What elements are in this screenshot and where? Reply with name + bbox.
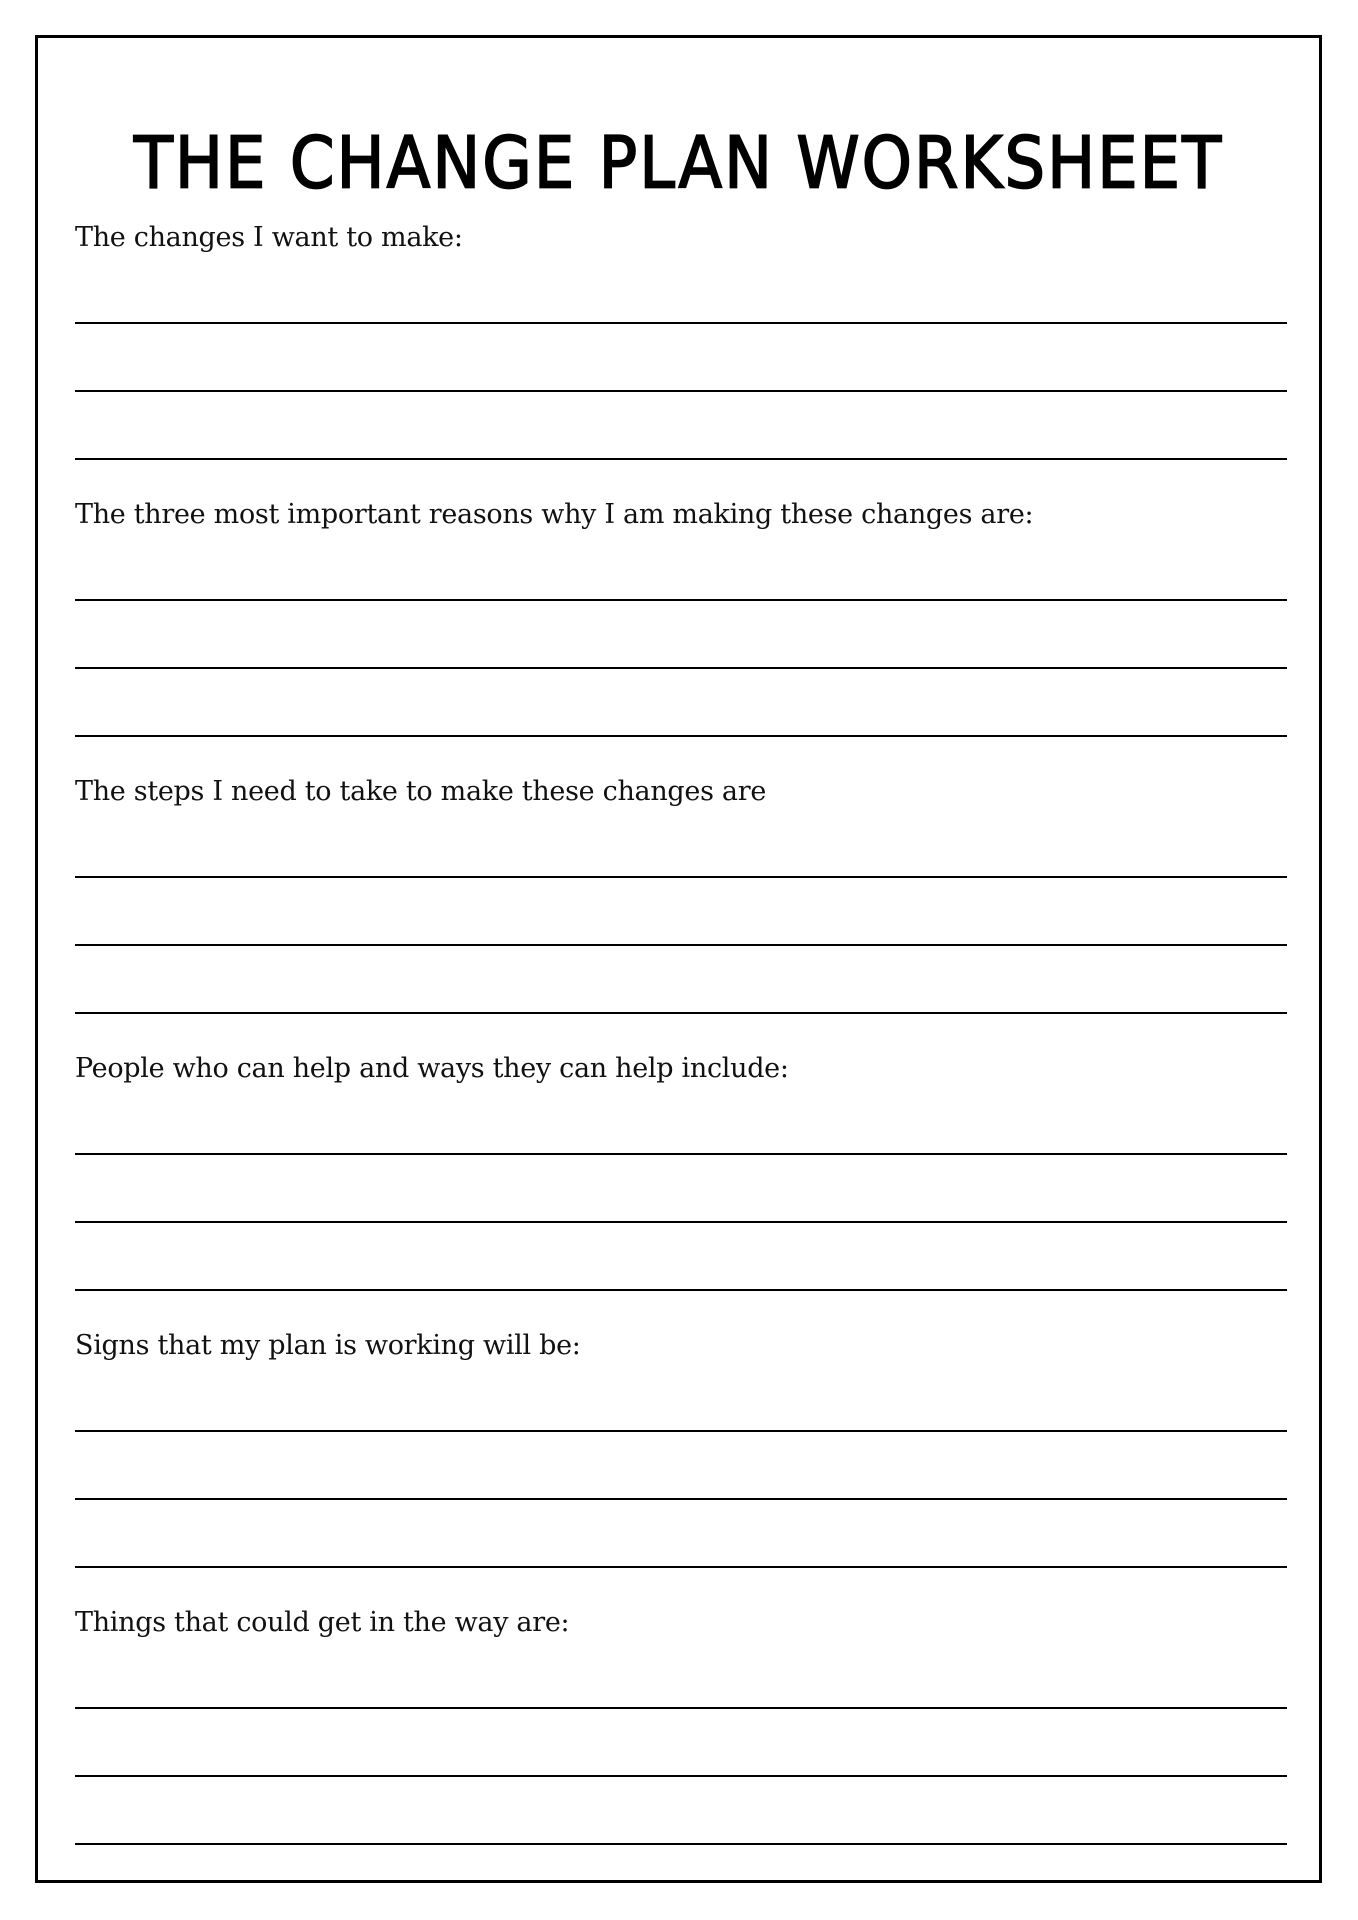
section-label: The steps I need to take to make these changes are (75, 776, 767, 807)
answer-line[interactable] (75, 256, 1287, 324)
answer-line[interactable] (75, 1500, 1287, 1568)
answer-line[interactable] (75, 1777, 1287, 1845)
answer-line[interactable] (75, 1223, 1287, 1291)
answer-line[interactable] (75, 878, 1287, 946)
section-label: The three most important reasons why I am making these changes are: (75, 499, 1034, 530)
worksheet-title: THE CHANGE PLAN WORKSHEET (133, 122, 1224, 206)
section-label: Things that could get in the way are: (75, 1607, 570, 1638)
section-helpers (75, 1051, 1287, 1291)
section-steps (75, 774, 1287, 1014)
answer-line[interactable] (75, 946, 1287, 1014)
answer-line[interactable] (75, 1432, 1287, 1500)
section-changes (75, 220, 1287, 460)
answer-line[interactable] (75, 1155, 1287, 1223)
answer-line[interactable] (75, 810, 1287, 878)
answer-line[interactable] (75, 1087, 1287, 1155)
section-reasons (75, 497, 1287, 737)
answer-line[interactable] (75, 1364, 1287, 1432)
answer-line[interactable] (75, 601, 1287, 669)
answer-line[interactable] (75, 1709, 1287, 1777)
answer-line[interactable] (75, 669, 1287, 737)
section-obstacles (75, 1605, 1287, 1845)
answer-line[interactable] (75, 392, 1287, 460)
section-signs (75, 1328, 1287, 1568)
section-label: Signs that my plan is working will be: (75, 1330, 581, 1361)
worksheet-frame (35, 35, 1322, 1883)
answer-line[interactable] (75, 324, 1287, 392)
section-label: People who can help and ways they can help include: (75, 1053, 789, 1084)
answer-line[interactable] (75, 1641, 1287, 1709)
section-label: The changes I want to make: (75, 222, 463, 253)
answer-line[interactable] (75, 533, 1287, 601)
